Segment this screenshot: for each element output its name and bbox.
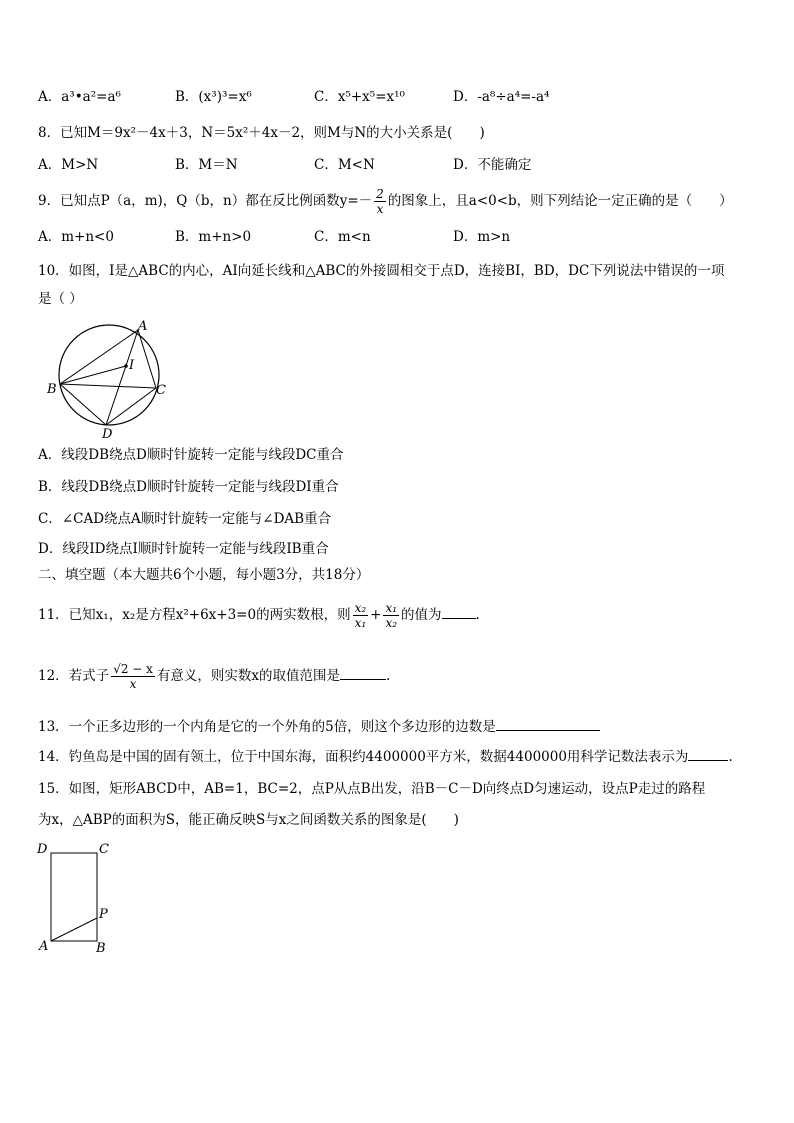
q8-option-d: D．不能确定: [453, 157, 532, 173]
segment-ap: [51, 918, 97, 941]
label-i: I: [129, 358, 135, 373]
q12-f-num: √2 − x: [113, 662, 153, 676]
q9-option-c: C．m<n: [314, 229, 371, 245]
q11-f1-num: x₂: [354, 601, 367, 615]
q11-answer-blank[interactable]: [442, 606, 476, 619]
q14: [38, 748, 733, 766]
q9-fraction: [374, 187, 386, 216]
circumcircle: [59, 325, 159, 425]
label-d: D: [37, 842, 48, 857]
q14-answer-blank[interactable]: [688, 748, 728, 761]
segment-ab: [60, 330, 138, 384]
q11-f2-den: x₂: [385, 616, 398, 630]
q11-fraction-1: [353, 601, 369, 630]
label-d: D: [102, 427, 113, 440]
q14-end: .: [728, 749, 733, 765]
label-b: B: [96, 941, 106, 956]
q8-stem: 8．已知M＝9x²－4x＋3，N＝5x²＋4x－2，则M与N的大小关系是( ): [38, 125, 485, 141]
q11-post: 的值为: [401, 607, 442, 623]
q7-option-c: C．x⁵+x⁵=x¹⁰: [314, 89, 405, 105]
q13-answer-blank[interactable]: [496, 718, 600, 731]
q12-answer-blank[interactable]: [340, 667, 386, 680]
q13-text: 13．一个正多边形的一个内角是它的一个外角的5倍，则这个多边形的边数是: [38, 719, 496, 735]
section-title-fill-in: 二、填空题（本大题共6个小题，每小题3分，共18分）: [38, 567, 370, 583]
q9-frac-den: x: [376, 202, 384, 216]
q10-option-b: B．线段DB绕点D顺时针旋转一定能与线段DI重合: [38, 479, 339, 495]
q7-option-b: B．(x³)³=x⁶: [175, 89, 252, 105]
q10-option-a: A．线段DB绕点D顺时针旋转一定能与线段DC重合: [38, 447, 344, 463]
q12: [38, 658, 390, 694]
q11-end: .: [475, 607, 480, 623]
q12-end: .: [386, 668, 391, 684]
q10-stem-line2: 是（ ）: [38, 291, 83, 307]
label-c: C: [99, 842, 109, 857]
q9-stem: [38, 186, 733, 216]
segment-bc: [60, 384, 156, 388]
q9-frac-num: 2: [376, 187, 384, 201]
q9-stem-pre: 9．已知点P（a，m)，Q（b，n）都在反比例函数y=－: [38, 193, 373, 209]
q11-plus: +: [370, 607, 382, 623]
segment-bd: [60, 384, 106, 425]
q9-option-d: D．m>n: [453, 229, 511, 245]
q15-line1: 15．如图，矩形ABCD中，AB=1，BC=2，点P从点B出发，沿B－C－D向终点D匀速运动，设点P走过的路程: [38, 781, 706, 797]
q12-pre: 12．若式子: [38, 668, 110, 684]
q11-f2-num: x₁: [385, 601, 398, 615]
label-a: A: [39, 939, 49, 954]
q11-pre: 11．已知x₁，x₂是方程x²+6x+3=0的两实数根，则: [38, 607, 351, 623]
rectangle-abcd: [51, 853, 97, 941]
q12-f-den: x: [129, 677, 137, 691]
point-i: [124, 364, 128, 368]
q11-f1-den: x₁: [354, 616, 367, 630]
q10-option-d: D．线段ID绕点I顺时针旋转一定能与线段IB重合: [38, 541, 329, 557]
q9-stem-post: 的图象上，且a<0<b，则下列结论一定正确的是（ ）: [387, 193, 733, 209]
q14-text: 14．钓鱼岛是中国的固有领土，位于中国东海，面积约4400000平方米，数据4400000用科学记数法表示为: [38, 749, 689, 765]
q8-option-b: B．M＝N: [175, 157, 238, 173]
segment-bi: [60, 366, 126, 384]
segment-ac: [138, 330, 156, 388]
q13: [38, 718, 600, 736]
q15-line2: 为x，△ABP的面积为S，能正确反映S与x之间函数关系的图象是( ): [38, 812, 459, 828]
q7-option-d: D．-a⁸÷a⁴=-a⁴: [453, 89, 550, 105]
q7-option-a: A．a³•a²=a⁶: [38, 89, 121, 105]
q9-option-a: A．m+n<0: [38, 229, 114, 245]
q10-option-c: C．∠CAD绕点A顺时针旋转一定能与∠DAB重合: [38, 511, 332, 527]
q10-figure-circle: [44, 318, 174, 440]
label-b: B: [47, 382, 57, 397]
q9-option-b: B．m+n>0: [175, 229, 252, 245]
q11-fraction-2: [383, 601, 399, 630]
label-p: P: [99, 907, 108, 922]
q10-stem-line1: 10．如图，I是△ABC的内心，AI向延长线和△ABC的外接圆相交于点D，连接BI，BD，DC下列说法中错误的一项: [38, 263, 725, 279]
q11: [38, 598, 480, 632]
label-a: A: [138, 319, 148, 334]
label-c: C: [156, 383, 166, 398]
q12-fraction: [111, 662, 155, 691]
q8-option-a: A．M>N: [38, 157, 99, 173]
q12-post: 有意义，则实数x的取值范围是: [156, 668, 341, 684]
segment-ad: [106, 330, 138, 425]
q8-option-c: C．M<N: [314, 157, 375, 173]
q15-figure-rectangle: [34, 838, 114, 958]
